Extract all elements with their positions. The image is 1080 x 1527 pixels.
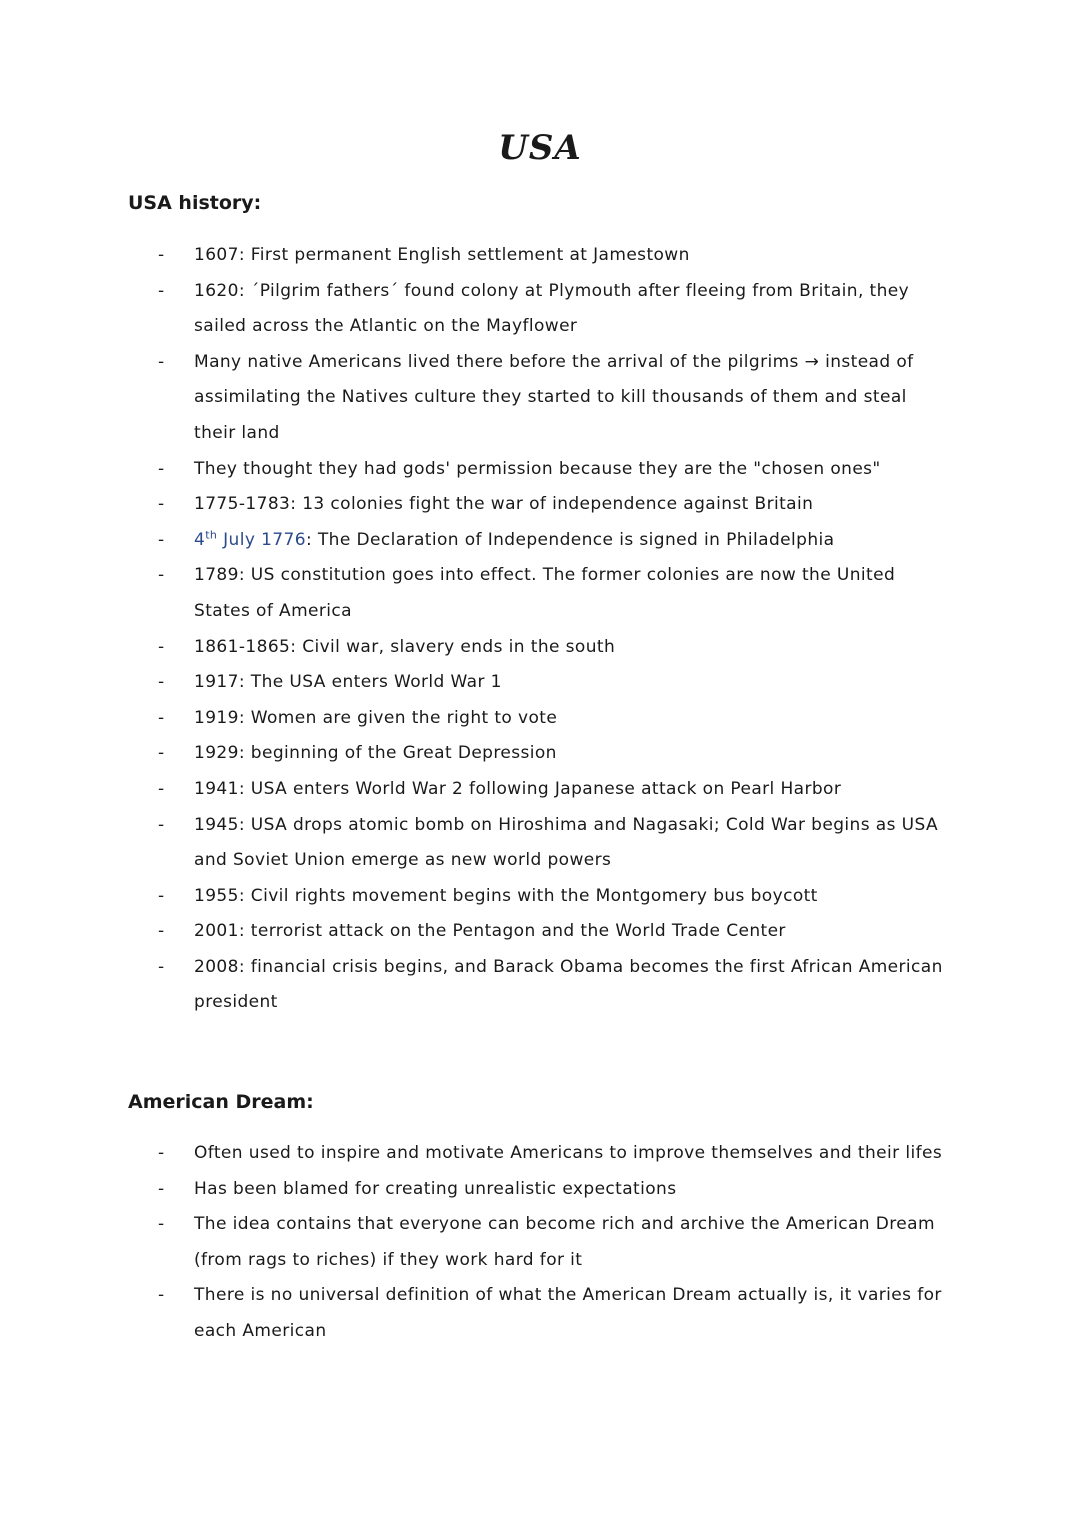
- list-item: - 2001: terrorist attack on the Pentagon and the World Trade Center: [0, 914, 954, 950]
- list-item: - 1620: ´Pilgrim fathers´ found colony at Plymouth after fleeing from Britain, they sailed across the Atlantic on the Mayflower: [0, 274, 954, 345]
- list-item: - 1919: Women are given the right to vote: [0, 701, 954, 737]
- list-item-declaration: - 4th July 1776: The Declaration of Independence is signed in Philadelphia: [0, 523, 954, 559]
- list-item: - Often used to inspire and motivate Americans to improve themselves and their lifes: [0, 1136, 954, 1172]
- declaration-date: 4th July 1776: [194, 528, 306, 550]
- list-item: - They thought they had gods' permission because they are the "chosen ones": [0, 452, 954, 488]
- list-item: - The idea contains that everyone can become rich and archive the American Dream (from rags to riches) if they work hard for it: [0, 1207, 954, 1278]
- list-item: - Many native Americans lived there before the arrival of the pilgrims → instead of assimilating the Natives culture they started to kill thousands of them and steal their land: [0, 345, 954, 452]
- list-item: - 1945: USA drops atomic bomb on Hiroshima and Nagasaki; Cold War begins as USA and Soviet Union emerge as new world powers: [0, 808, 954, 879]
- list-item: - 1955: Civil rights movement begins with the Montgomery bus boycott: [0, 879, 954, 915]
- dream-heading: American Dream:: [128, 1091, 314, 1113]
- list-item: - 1861-1865: Civil war, slavery ends in the south: [0, 630, 954, 666]
- list-item: - Has been blamed for creating unrealistic expectations: [0, 1172, 954, 1208]
- list-item: - 1789: US constitution goes into effect. The former colonies are now the United States of America: [0, 558, 954, 629]
- page-title: USA: [498, 128, 582, 168]
- list-item: - 1775-1783: 13 colonies fight the war of independence against Britain: [0, 487, 954, 523]
- dream-list: [0, 1136, 954, 1350]
- list-item: - 1607: First permanent English settlement at Jamestown: [0, 238, 954, 274]
- history-heading: USA history:: [128, 192, 262, 214]
- list-item: - 1941: USA enters World War 2 following Japanese attack on Pearl Harbor: [0, 772, 954, 808]
- list-item: - 2008: financial crisis begins, and Barack Obama becomes the first African American president: [0, 950, 954, 1021]
- list-item: - 1929: beginning of the Great Depression: [0, 736, 954, 772]
- history-list: [0, 238, 954, 1021]
- list-item: - There is no universal definition of what the American Dream actually is, it varies for each American: [0, 1278, 954, 1349]
- list-item: - 1917: The USA enters World War 1: [0, 665, 954, 701]
